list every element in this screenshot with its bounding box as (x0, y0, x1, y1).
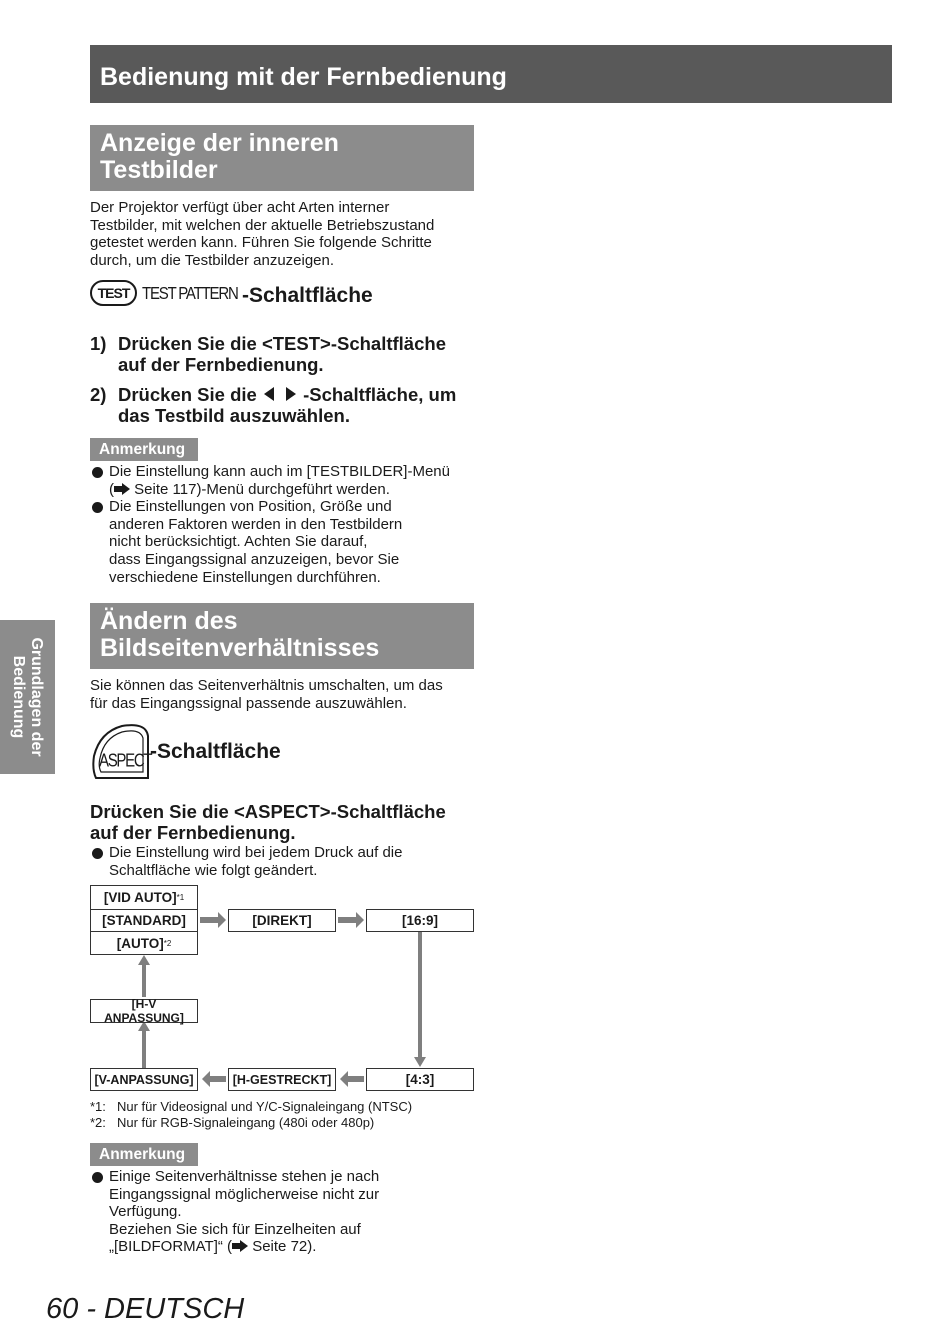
bullet-icon (92, 1172, 103, 1183)
section-heading-test-patterns: Anzeige der inneren Testbilder (90, 125, 474, 191)
mode-direkt: [DIREKT] (228, 909, 336, 932)
note-list (92, 1168, 487, 1256)
mode-v-anpassung: [V-ANPASSUNG] (90, 1068, 198, 1091)
section-heading-aspect-ratio: Ändern des Bildseitenverhältnisses (90, 603, 474, 669)
section2-intro: Sie können das Seitenverhältnis umschalten, um das für das Eingangssignal passende auszuwählen. (90, 677, 443, 712)
test-pattern-caption: TEST PATTERN (142, 284, 238, 304)
bullet-icon (92, 467, 103, 478)
footnotes (90, 1099, 490, 1131)
arrow-right-icon (338, 912, 364, 928)
note-label: Anmerkung (90, 438, 198, 461)
note-list (92, 463, 487, 586)
footnote: *2: Nur für RGB-Signaleingang (480i oder 480p) (90, 1115, 375, 1130)
button-title-suffix: -Schaltfläche (242, 284, 373, 307)
test-button-heading (90, 280, 390, 310)
aspect-button-heading (90, 722, 390, 782)
mode-4-3: [4:3] (366, 1068, 474, 1091)
side-chapter-tab (0, 620, 55, 774)
bullet-icon (92, 502, 103, 513)
arrow-left-icon (340, 1071, 364, 1087)
aspect-instruction: Drücken Sie die <ASPECT>-Schaltfläche auf der Fernbedienung. (90, 801, 446, 843)
note-item: Die Einstellung kann auch im [TESTBILDER]-Menü ( Seite 117)-Menü durchgeführt werden. (92, 463, 487, 498)
note-label: Anmerkung (90, 1143, 198, 1166)
aspect-flow-diagram (90, 885, 475, 1095)
bullet-icon (92, 848, 103, 859)
mode-vid-auto: [VID AUTO] *1 (90, 885, 198, 909)
mode-16-9: [16:9] (366, 909, 474, 932)
bullet-item: Die Einstellung wird bei jedem Druck auf die Schaltfläche wie folgt geändert. (92, 844, 487, 879)
note-item: Einige Seitenverhältnisse stehen je nach Eingangssignal möglicherweise nicht zur Verfügung. Beziehen Sie sich für Einzelheiten auf „[BILDFORMAT]“ ( Seite 72). (92, 1168, 487, 1256)
section1-intro: Der Projektor verfügt über acht Arten interner Testbilder, mit welchen der aktuelle Betriebszustand getestet werden kann. Führen Sie folgende Schritte durch, um die Testbilder anzuzeigen. (90, 199, 435, 269)
side-tab-label: Grundlagen der Bedienung (10, 637, 45, 757)
arrow-right-icon (200, 912, 226, 928)
mode-h-v-anpassung: [H-V ANPASSUNG] (90, 999, 198, 1023)
aspect-bullet (92, 844, 487, 879)
step-2: 2) Drücken Sie die -Schaltfläche, um das Testbild auszuwählen. (90, 384, 457, 426)
aspect-icon-label: ASPECT (99, 751, 152, 772)
page-reference-arrow-icon (232, 1240, 248, 1252)
test-button-icon: TEST (90, 280, 137, 306)
step-1: 1) Drücken Sie die <TEST>-Schaltfläche auf der Fernbedienung. (90, 333, 446, 375)
arrow-left-icon (202, 1071, 226, 1087)
mode-h-gestreckt: [H-GESTRECKT] (228, 1068, 336, 1091)
page-number: 60 - DEUTSCH (46, 1293, 245, 1325)
chapter-title: Bedienung mit der Fernbedienung (100, 63, 507, 91)
mode-auto: [AUTO] *2 (90, 932, 198, 955)
page-reference-arrow-icon (114, 483, 130, 495)
button-title-suffix: -Schaltfläche (150, 740, 281, 763)
mode-standard: [STANDARD] (90, 909, 198, 932)
note-item: Die Einstellungen von Position, Größe und anderen Faktoren werden in den Testbildern nicht berücksichtigt. Achten Sie darauf, dass Eingangssignal anzuzeigen, bevor Sie verschiedene Einstellungen durchführen. (92, 498, 487, 586)
footnote: *1: Nur für Videosignal und Y/C-Signaleingang (NTSC) (90, 1099, 413, 1114)
left-right-arrows-icon (262, 386, 298, 402)
chapter-header (90, 45, 892, 103)
